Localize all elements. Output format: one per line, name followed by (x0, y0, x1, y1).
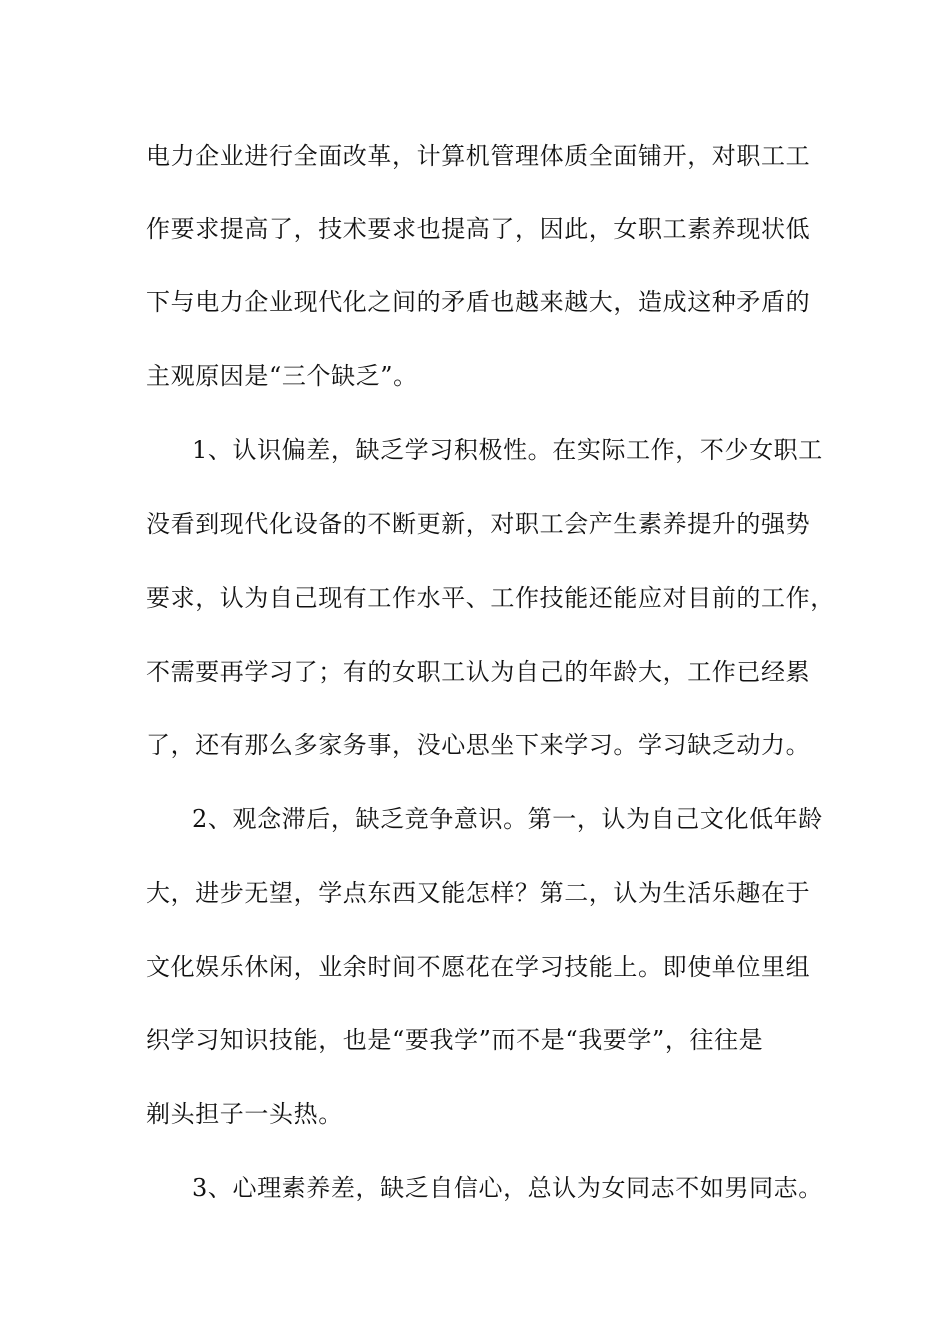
text-line: 电力企业进行全面改革，计算机管理体质全面铺开，对职工工 (146, 142, 811, 170)
text-line: 文化娱乐休闲，业余时间不愿花在学习技能上。即使单位里组 (146, 953, 811, 981)
text-line: 下与电力企业现代化之间的矛盾也越来越大，造成这种矛盾的 (146, 288, 811, 316)
paragraph-1-start: 1、认识偏差，缺乏学习积极性。在实际工作，不少女职工 (192, 436, 823, 464)
paragraph-2-start: 2、观念滞后，缺乏竞争意识。第一，认为自己文化低年龄 (192, 805, 823, 833)
text-line: 大，进步无望，学点东西又能怎样？第二，认为生活乐趣在于 (146, 879, 811, 907)
text-line: 剃头担子一头热。 (146, 1100, 343, 1128)
text-line: 织学习知识技能，也是“要我学”而不是“我要学”，往往是 (146, 1026, 764, 1054)
text-line: 不需要再学习了；有的女职工认为自己的年龄大，工作已经累 (146, 658, 811, 686)
text-line: 作要求提高了，技术要求也提高了，因此，女职工素养现状低 (146, 215, 811, 243)
text-line: 主观原因是“三个缺乏”。 (146, 362, 418, 390)
text-line: 要求，认为自己现有工作水平、工作技能还能应对目前的工作， (146, 584, 835, 612)
paragraph-3-start: 3、心理素养差，缺乏自信心，总认为女同志不如男同志。 (192, 1174, 823, 1202)
text-line: 了，还有那么多家务事，没心思坐下来学习。学习缺乏动力。 (146, 731, 811, 759)
text-line: 没看到现代化设备的不断更新，对职工会产生素养提升的强势 (146, 510, 811, 538)
